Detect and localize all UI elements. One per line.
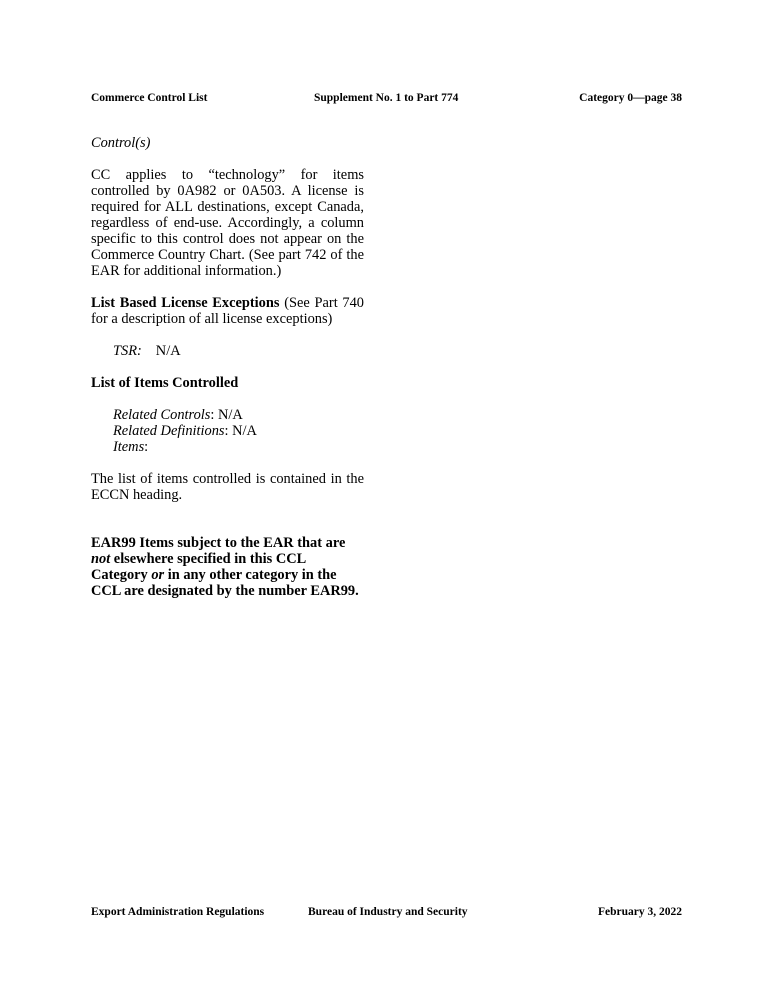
items-label: Items [113, 439, 145, 455]
license-exceptions-paragraph [91, 295, 364, 327]
tsr-value: N/A [155, 343, 181, 359]
controls-heading: Control(s) [91, 135, 151, 151]
related-definitions-label: Related Definitions [113, 423, 225, 439]
footer-regulations: Export Administration Regulations [91, 906, 265, 918]
items-line [91, 439, 364, 455]
ear99-text-1: EAR99 Items subject to the EAR that are [91, 535, 346, 551]
items-value: : [144, 439, 149, 455]
footer-date: February 3, 2022 [597, 906, 682, 918]
related-controls-value: : N/A [210, 407, 243, 423]
list-heading: List of Items Controlled [91, 375, 239, 391]
license-exceptions-note: (See Part 740 for a description of all license exceptions) [91, 295, 364, 327]
items-paragraph: The list of items controlled is contained in the ECCN heading. [91, 471, 364, 503]
ear99-paragraph [91, 535, 364, 599]
tsr-line [91, 343, 364, 359]
ear99-or: or [151, 567, 165, 583]
footer-bureau: Bureau of Industry and Security [308, 906, 468, 918]
related-controls-label: Related Controls [113, 407, 211, 423]
main-column [91, 135, 364, 599]
ear99-text-2: elsewhere specified in this CCL Category [91, 551, 306, 583]
related-definitions-line [91, 423, 364, 439]
license-exceptions-title: List Based License Exceptions [91, 295, 280, 311]
header-supplement: Supplement No. 1 to Part 774 [314, 92, 459, 104]
header-document-title: Commerce Control List [91, 92, 208, 104]
controls-paragraph: CC applies to “technology” for items controlled by 0A982 or 0A503. A license is required for ALL destinations, except Canada, regardless of end-use. Accordingly, a column specific to this control does not appear on the Commerce Country Chart. (See part 742 of the EAR for additional information.) [91, 167, 364, 279]
related-controls-line [91, 407, 364, 423]
tsr-label: TSR: [113, 343, 142, 359]
ear99-text-3: in any other category in the CCL are designated by the number EAR99. [91, 567, 359, 599]
ear99-not: not [91, 551, 111, 567]
header-page-number: Category 0—page 38 [579, 92, 682, 104]
related-definitions-value: : N/A [224, 423, 257, 439]
